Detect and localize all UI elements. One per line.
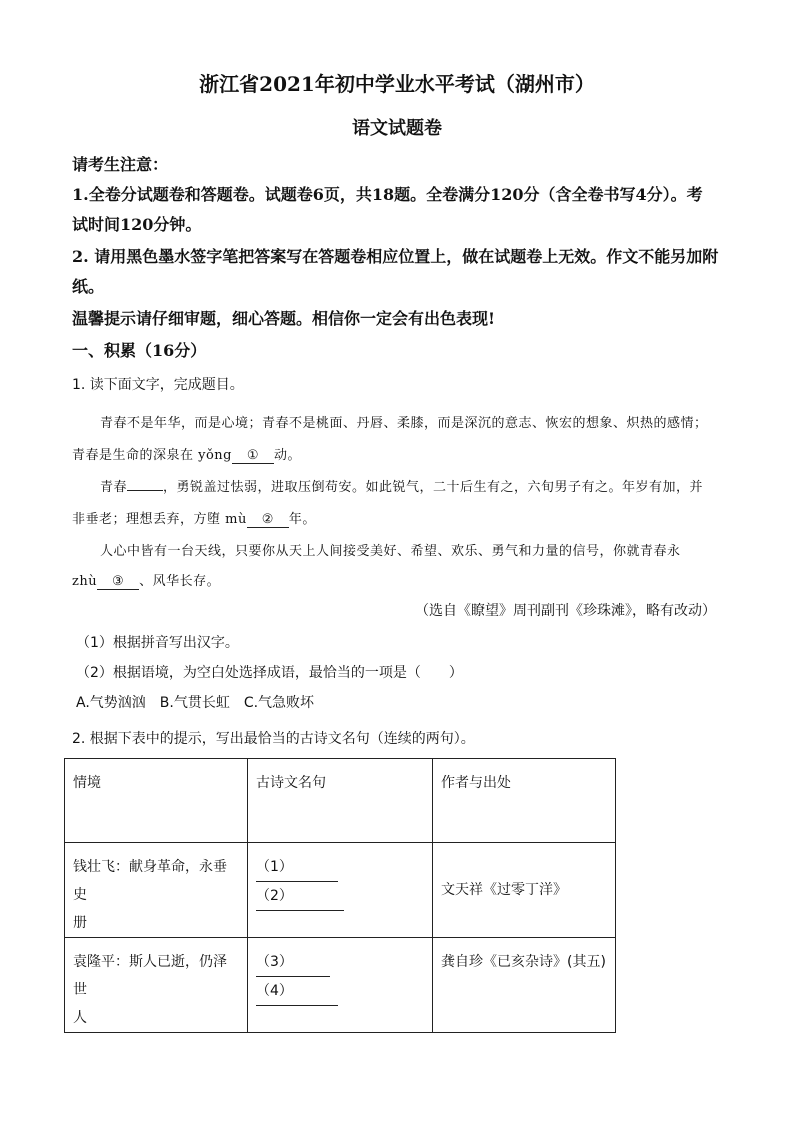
- notice-item-1-line-2: 试时间120分钟。: [72, 215, 202, 234]
- table-header: 情境: [65, 759, 248, 843]
- answer-blank-poem-3[interactable]: （3）: [256, 948, 330, 977]
- table-cell-answers: [248, 843, 433, 938]
- notice-item-1-line-1: 1.全卷分试题卷和答题卷。试题卷6页，共18题。全卷满分120分（含全卷书写4分）。考: [72, 185, 703, 204]
- page-subtitle: 语文试题卷: [352, 118, 442, 139]
- q1-sub-question-2: （2）根据语境，为空白处选择成语，最恰当的一项是（ ）: [76, 665, 463, 681]
- table-cell-context: 袁隆平：斯人已逝，仍泽世 人: [65, 938, 248, 1033]
- page-title: 浙江省2021年初中学业水平考试（湖州市）: [199, 72, 595, 96]
- poetry-table: [64, 758, 616, 1033]
- table-header: 古诗文名句: [248, 759, 433, 843]
- q1-sub-question-1: （1）根据拼音写出汉字。: [76, 635, 239, 651]
- answer-blank-poem-1[interactable]: （1）: [256, 853, 338, 882]
- notice-tip: 温馨提示请仔细审题，细心答题。相信你一定会有出色表现!: [72, 309, 496, 328]
- answer-blank-3[interactable]: ③: [97, 574, 139, 590]
- notice-heading: 请考生注意：: [72, 155, 169, 174]
- q1-passage-line: 青春 ，勇锐盖过怯弱，进取压倒苟安。如此锐气，二十后生有之，六旬男子有之。年岁有加，并: [100, 480, 704, 495]
- answer-blank-2[interactable]: ②: [247, 512, 289, 528]
- table-header: 作者与出处: [433, 759, 616, 843]
- table-cell-source: 龚自珍《已亥杂诗》(其五): [433, 938, 616, 1033]
- notice-item-2-line-2: 纸。: [72, 277, 105, 296]
- table-cell-context: 钱壮飞：献身革命，永垂史 册: [65, 843, 248, 938]
- table-cell-answers: [248, 938, 433, 1033]
- q1-passage-line: 非垂老；理想丢弃，方堕 mù ② 年。: [72, 512, 316, 527]
- table-header-row: [65, 759, 616, 843]
- answer-blank-1[interactable]: ①: [232, 448, 274, 464]
- section-heading: 一、积累（16分）: [72, 341, 207, 360]
- q1-passage-line: 青春是生命的深泉在 yǒng ① 动。: [72, 448, 302, 463]
- answer-blank-poem-4[interactable]: （4）: [256, 977, 338, 1006]
- q1-options: A.气势汹汹 B.气贯长虹 C.气急败坏: [76, 695, 315, 711]
- q1-passage-line: zhù ③ 、风华长存。: [72, 574, 221, 589]
- q1-passage-line: 人心中皆有一台天线，只要你从天上人间接受美好、希望、欢乐、勇气和力量的信号，你就青春永: [100, 544, 681, 559]
- table-row: [65, 938, 616, 1033]
- answer-blank-poem-2[interactable]: （2）: [256, 882, 344, 911]
- notice-item-2-line-1: 2. 请用黑色墨水签字笔把答案写在答题卷相应位置上，做在试题卷上无效。作文不能另加附: [72, 247, 719, 266]
- q2-prompt: 2. 根据下表中的提示，写出最恰当的古诗文名句（连续的两句）。: [72, 731, 475, 747]
- table-row: [65, 843, 616, 938]
- table-cell-source: 文天祥《过零丁洋》: [433, 843, 616, 938]
- q1-prompt: 1. 读下面文字，完成题目。: [72, 377, 244, 393]
- passage-source: （选自《瞭望》周刊副刊《珍珠滩》，略有改动）: [415, 603, 716, 619]
- q1-passage-line: 青春不是年华，而是心境；青春不是桃面、丹唇、柔膝，而是深沉的意志、恢宏的想象、炽热的感情；: [100, 416, 708, 431]
- idiom-blank[interactable]: [127, 490, 163, 491]
